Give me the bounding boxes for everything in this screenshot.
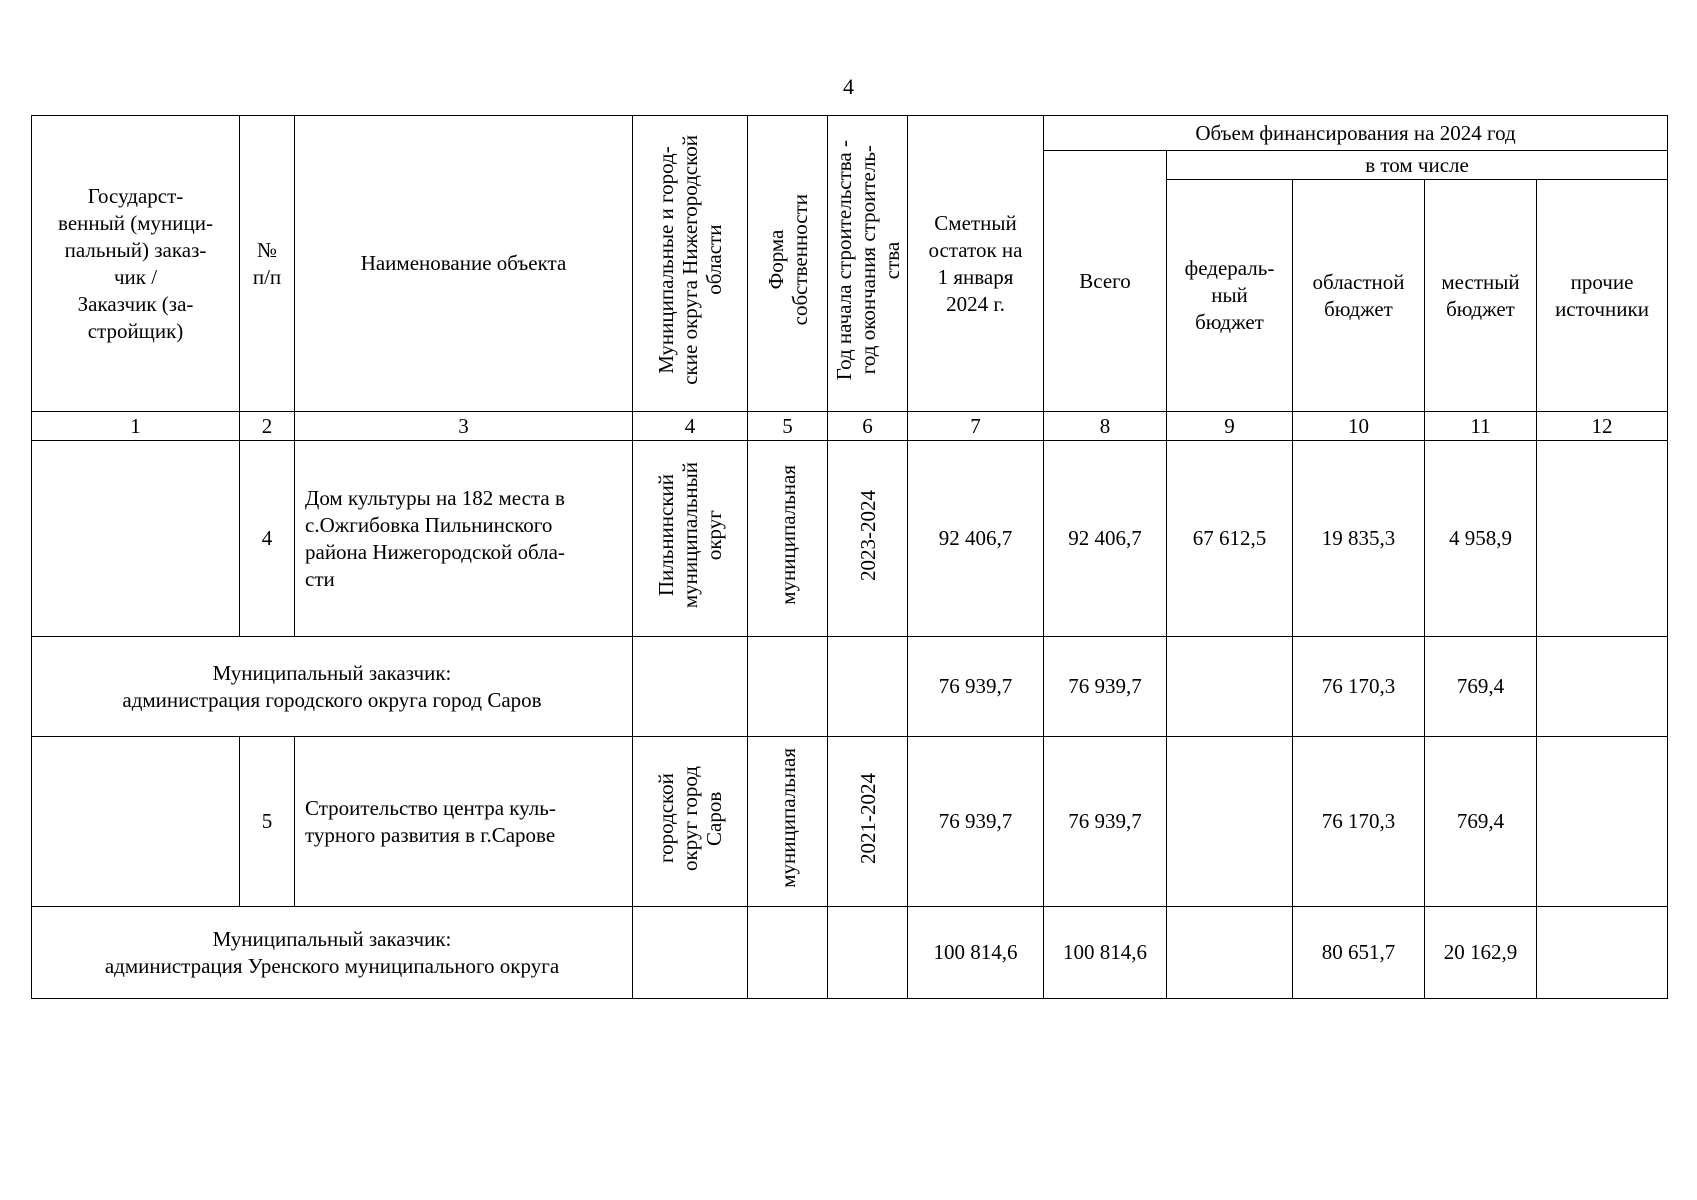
column-number: 11	[1425, 412, 1537, 441]
column-numbers-row	[32, 412, 1668, 441]
header-total: Всего	[1044, 151, 1167, 412]
header-estimate: Сметный остаток на 1 января 2024 г.	[908, 116, 1044, 412]
column-number: 5	[748, 412, 828, 441]
header-local: местный бюджет	[1425, 180, 1537, 412]
customer-label: Муниципальный заказчик: администрация городского округа город Саров	[32, 637, 633, 737]
total-value: 100 814,6	[1044, 907, 1167, 999]
row-number: 4	[240, 441, 295, 637]
total-value: 76 939,7	[1044, 737, 1167, 907]
table-row	[32, 737, 1668, 907]
other-value	[1537, 737, 1668, 907]
local-value: 4 958,9	[1425, 441, 1537, 637]
column-number: 2	[240, 412, 295, 441]
object-name: Строительство центра куль- турного развития в г.Сарове	[295, 737, 633, 907]
customer-summary-row	[32, 907, 1668, 999]
customer-cell	[32, 441, 240, 637]
estimate-value: 76 939,7	[908, 737, 1044, 907]
customer-cell	[32, 737, 240, 907]
other-value	[1537, 637, 1668, 737]
regional-value: 80 651,7	[1293, 907, 1425, 999]
regional-value: 76 170,3	[1293, 737, 1425, 907]
column-number: 1	[32, 412, 240, 441]
federal-value: 67 612,5	[1167, 441, 1293, 637]
years: 2021-2024	[828, 737, 908, 907]
ownership: муниципальная	[748, 441, 828, 637]
years	[828, 907, 908, 999]
municipality	[633, 637, 748, 737]
years	[828, 637, 908, 737]
header-customer: Государст- венный (муници- пальный) заказ- чик / Заказчик (за- стройщик)	[32, 116, 240, 412]
municipality	[633, 907, 748, 999]
municipality: Пильнинский муниципальный округ	[633, 441, 748, 637]
total-value: 92 406,7	[1044, 441, 1167, 637]
column-number: 4	[633, 412, 748, 441]
header-financing: Объем финансирования на 2024 год	[1044, 116, 1668, 151]
header-number: № п/п	[240, 116, 295, 412]
estimate-value: 76 939,7	[908, 637, 1044, 737]
header-including: в том числе	[1167, 151, 1668, 180]
header-row-1	[32, 116, 1668, 151]
municipality: городской округ город Саров	[633, 737, 748, 907]
header-ownership: Форма собственности	[748, 116, 828, 412]
column-number: 6	[828, 412, 908, 441]
column-number: 9	[1167, 412, 1293, 441]
column-number: 10	[1293, 412, 1425, 441]
ownership: муниципальная	[748, 737, 828, 907]
customer-summary-row	[32, 637, 1668, 737]
federal-value	[1167, 737, 1293, 907]
financing-table	[31, 115, 1668, 999]
ownership	[748, 637, 828, 737]
other-value	[1537, 907, 1668, 999]
regional-value: 19 835,3	[1293, 441, 1425, 637]
federal-value	[1167, 907, 1293, 999]
header-regional: областной бюджет	[1293, 180, 1425, 412]
estimate-value: 100 814,6	[908, 907, 1044, 999]
page-number: 4	[843, 74, 854, 99]
local-value: 769,4	[1425, 637, 1537, 737]
header-object-name: Наименование объекта	[295, 116, 633, 412]
header-municipalities: Муниципальные и город- ские округа Нижегородской области	[633, 116, 748, 412]
row-number: 5	[240, 737, 295, 907]
column-number: 3	[295, 412, 633, 441]
local-value: 20 162,9	[1425, 907, 1537, 999]
estimate-value: 92 406,7	[908, 441, 1044, 637]
header-years: Год начала строительства - год окончания строитель- ства	[828, 116, 908, 412]
years: 2023-2024	[828, 441, 908, 637]
regional-value: 76 170,3	[1293, 637, 1425, 737]
other-value	[1537, 441, 1668, 637]
header-other: прочие источники	[1537, 180, 1668, 412]
header-federal: федераль- ный бюджет	[1167, 180, 1293, 412]
total-value: 76 939,7	[1044, 637, 1167, 737]
column-number: 12	[1537, 412, 1668, 441]
local-value: 769,4	[1425, 737, 1537, 907]
column-number: 8	[1044, 412, 1167, 441]
federal-value	[1167, 637, 1293, 737]
customer-label: Муниципальный заказчик: администрация Уренского муниципального округа	[32, 907, 633, 999]
object-name: Дом культуры на 182 места в с.Ожгибовка Пильнинского района Нижегородской обла- сти	[295, 441, 633, 637]
column-number: 7	[908, 412, 1044, 441]
ownership	[748, 907, 828, 999]
table-row	[32, 441, 1668, 637]
